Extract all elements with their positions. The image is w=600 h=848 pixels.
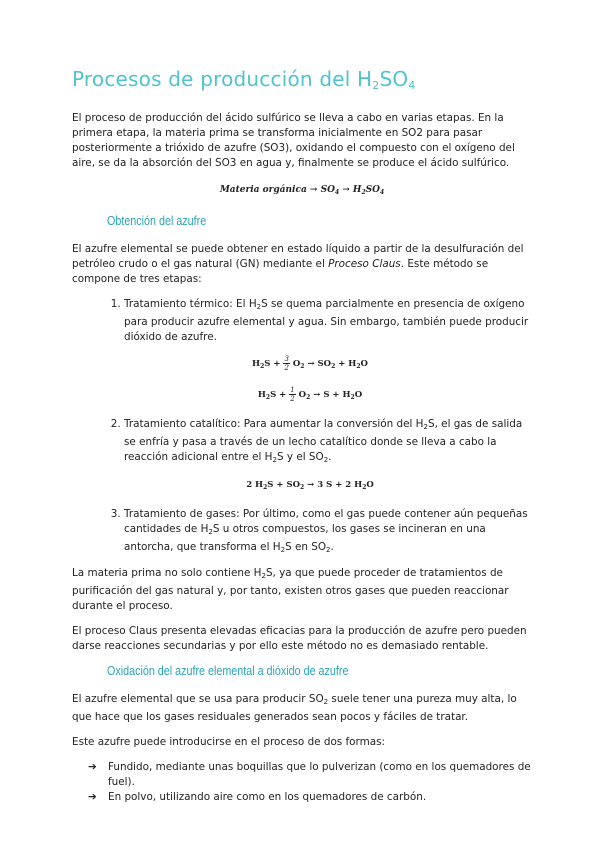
list-item-catalytic: 2. Tratamiento catalítico: Para aumentar la conversión del $H_2S$, el gas de salida se enfría y pasa a través de un lecho catalítico donde se lleva a cabo la reacción adicional entre el $H_2S$ y el $SO_2$. 2 $H_2S + SO_2 \to 3$ S + 2 $H_2O$ [124, 417, 532, 495]
section-heading-oxidacion: Oxidación del azufre elemental a dióxido de azufre [107, 664, 349, 678]
purity-paragraph: El azufre elemental que se usa para producir $SO_2$ suele tener una pureza muy alta, lo que hace que los gases residuales generados sean pocos y fáciles de tratar. [72, 693, 517, 723]
document-page [72, 66, 532, 805]
list-item-gas-treatment: 3. Tratamiento de gases: Por último, como el gas puede contener aún pequeñas cantidades de $H_2S$ u otros compuestos, los gases se incineran en una antorcha, que transforma el $H_2S$ en $SO_2$. [124, 507, 532, 558]
list-item-fundido: ➔ Fundido, mediante unas boquillas que lo pulverizan (como en los quemadores de fuel). [88, 761, 531, 788]
section-heading-obtencion: Obtención del azufre [107, 214, 207, 228]
forms-list [72, 760, 532, 805]
raw-material-paragraph: La materia prima no solo contiene $H_2S$, ya que puede proceder de tratamientos de purificación del gas natural y, por tanto, existen otros gases que pueden reaccionar durante el proceso. [72, 567, 509, 612]
claus-steps-list [72, 297, 532, 558]
claus-intro-paragraph: El azufre elemental se puede obtener en estado líquido a partir de la desulfuración del petróleo crudo o el gas natural (GN) mediante el Proceso Claus. Este método se compone de tres etapas: [72, 243, 524, 285]
list-item-thermal: 1. Tratamiento térmico: El $H_2S$ se quema parcialmente en presencia de oxígeno para producir azufre elemental y agua. Sin embargo, también puede producir dióxido de azufre. $H_2S$ + $\frac{3}{2}$ $O_2 \to SO_2 + H_2O$ $H_2S$ + $\frac{1}{2}$ $O_2 \to S + H_2O$ [124, 297, 532, 405]
equation-thermal-2: $H_2S$ + $\frac{1}{2}$ $O_2 \to S + H_2O$ [257, 386, 363, 403]
arrow-icon: ➔ [88, 791, 97, 803]
intro-paragraph: El proceso de producción del ácido sulfúrico se lleva a cabo en varias etapas. En la primera etapa, la materia prima se transforma inicialmente en SO2 para pasar posteriormente a trióxido de azufre (SO3), oxidando el compuesto con el oxígeno del aire, se da la absorción del SO3 en agua y, finalmente se produce el ácido sulfúrico. [72, 112, 515, 169]
list-item-polvo: ➔ En polvo, utilizando aire como en los quemadores de carbón. [88, 791, 427, 803]
claus-efficiency-paragraph: El proceso Claus presenta elevadas eficacias para la producción de azufre pero pueden darse reacciones secundarias y por ello este método no es demasiado rentable. [72, 625, 527, 652]
fraction-3-2: $\frac{3}{2}$ [284, 355, 289, 372]
equation-catalytic: 2 $H_2S + SO_2 \to 3$ S + 2 $H_2O$ [246, 480, 374, 491]
equation-thermal-1: $H_2S$ + $\frac{3}{2}$ $O_2 \to SO_2 + H_2O$ [252, 355, 368, 372]
page-title: Procesos de producción del $H_2SO_4$ [72, 67, 416, 92]
forms-intro-paragraph: Este azufre puede introducirse en el proceso de dos formas: [72, 736, 386, 748]
process-formula: Materia orgánica → $SO_4 \to H_2SO_4$ [219, 185, 385, 196]
fraction-1-2: $\frac{1}{2}$ [290, 386, 295, 403]
arrow-icon: ➔ [88, 761, 97, 773]
